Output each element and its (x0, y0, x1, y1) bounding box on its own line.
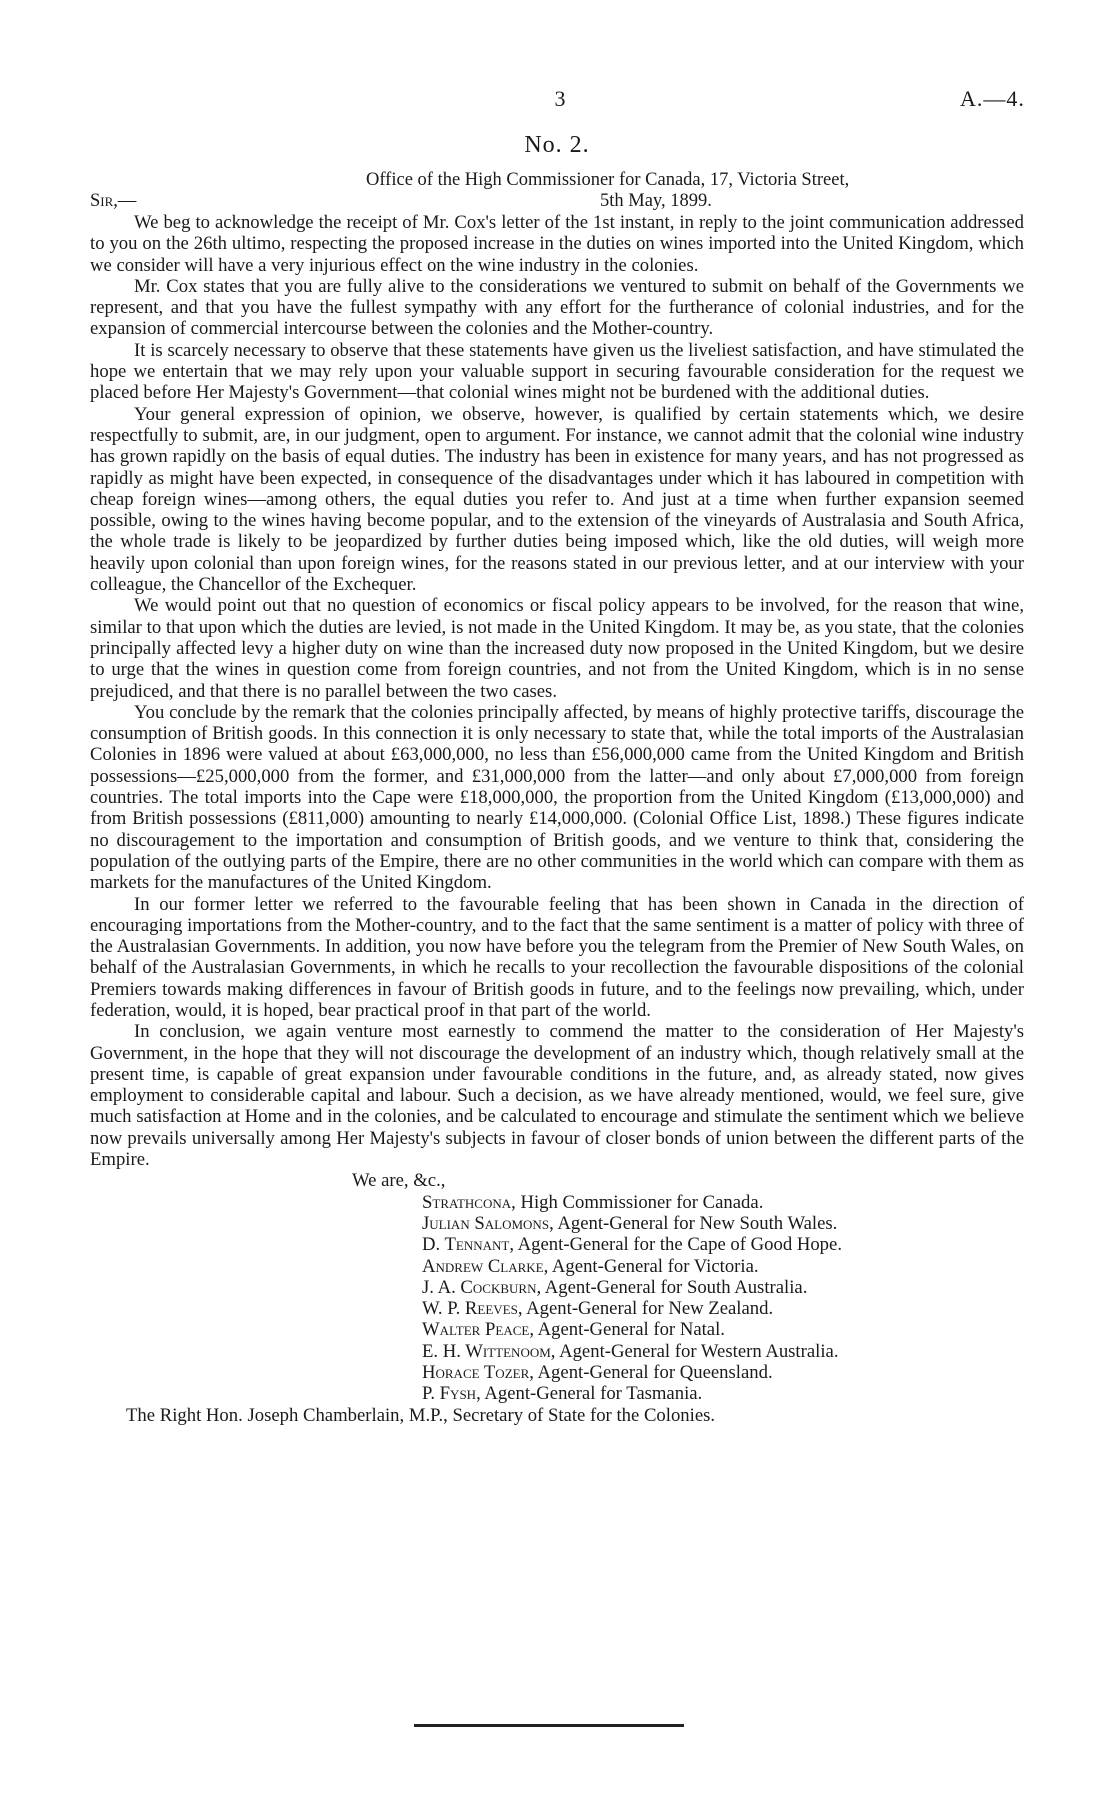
addressee: The Right Hon. Joseph Chamberlain, M.P., Secretary of State for the Colonies. (126, 1404, 716, 1426)
signatory-title: , Agent-General for Tasmania. (476, 1383, 703, 1405)
letter-body (90, 212, 1024, 1426)
letter-date: 5th May, 1899. (600, 191, 712, 211)
signatory-title: , Agent-General for South Australia. (536, 1276, 808, 1298)
signatory-title: , Agent-General for Queensland. (529, 1362, 773, 1384)
signatory (422, 1298, 1024, 1319)
paragraph: Your general expression of opinion, we observe, however, is qualified by certain statements which, we desire respectfully to submit, are, in our judgment, open to argument. For instance, we cannot admit that the colonial wine industry has grown rapidly on the basis of equal duties. The industry has been in existence for many years, and has not progressed as rapidly as might have been expected, in consequence of the disadvantages under which it has laboured in competition with cheap foreign wines—among others, the equal duties you refer to. And just at a time when further expansion seemed possible, owing to the wines having become popular, and to the extension of the vineyards of Australasia and South Africa, the whole trade is likely to be jeopardized by further duties being imposed which, like the old duties, will weigh more heavily upon colonial than upon foreign wines, for the reasons stated in our previous letter, and at our interview with your colleague, the Chancellor of the Exchequer. (90, 403, 1024, 596)
paragraph: Mr. Cox states that you are fully alive to the considerations we ventured to submit on behalf of the Governments we represent, and that you have the fullest sympathy with any effort for the furtherance of colonial industries, and for the expansion of commercial intercourse between the colonies and the Mother-country. (90, 275, 1024, 340)
signatory-name: W. P. Reeves (422, 1298, 518, 1320)
signatory (422, 1319, 1024, 1340)
signatory-title: , Agent-General for Victoria. (543, 1255, 759, 1277)
signatory-title: , Agent-General for Western Australia. (550, 1340, 839, 1362)
signatory (422, 1234, 1024, 1255)
signatory-name: J. A. Cockburn (422, 1276, 537, 1298)
sender-address: Office of the High Commissioner for Canada, 17, Victoria Street, (366, 170, 850, 190)
signatory-name: Horace Tozer (422, 1362, 530, 1384)
paragraph: We would point out that no question of economics or fiscal policy appears to be involved, for the reason that wine, similar to that upon which the duties are levied, is not made in the United Kingdom. It may be, as you state, that the colonies principally affected levy a higher duty on wine than the increased duty now proposed in the United Kingdom, but we desire to urge that the wines in question come from foreign countries, and not from the United Kingdom, which is in no sense prejudiced, and that there is no parallel between the two cases. (90, 595, 1024, 702)
signatory (422, 1341, 1024, 1362)
signatory (422, 1256, 1024, 1277)
signatory-name: Andrew Clarke (422, 1255, 544, 1277)
paragraph: In conclusion, we again venture most earnestly to commend the matter to the consideration of Her Majesty's Government, in the hope that they will not discourage the development of an industry which, though relatively small at the present time, is capable of great expansion under favourable conditions in the future, and, as already stated, now gives employment to considerable capital and labour. Such a decision, as we have already mentioned, would, we feel sure, give much satisfaction at Home and in the colonies, and be calculated to encourage and stimulate the sentiment which we believe now prevails universally among Her Majesty's subjects in favour of closer bonds of union between the different parts of the Empire. (90, 1021, 1024, 1171)
signatory (422, 1383, 1024, 1404)
signatory-title: , Agent-General for the Cape of Good Hope. (509, 1234, 842, 1256)
signatory-title: , Agent-General for New South Wales. (549, 1212, 838, 1234)
signatory-name: D. Tennant (422, 1234, 510, 1256)
document-reference: A.—4. (960, 86, 1025, 111)
paragraph: It is scarcely necessary to observe that these statements have given us the liveliest satisfaction, and have stimulated the hope we entertain that we may rely upon your valuable support in securing favourable consideration for the request we placed before Her Majesty's Government—that colonial wines might not be burdened with the additional duties. (90, 339, 1024, 404)
signatory-title: , Agent-General for New Zealand. (517, 1298, 774, 1320)
closing: We are, &c., (352, 1170, 446, 1192)
signatory (422, 1213, 1024, 1234)
paragraph: You conclude by the remark that the colonies principally affected, by means of highly protective tariffs, discourage the consumption of British goods. In this connection it is only necessary to state that, while the total imports of the Australasian Colonies in 1896 were valued at about £63,000,000, no less than £56,000,000 came from the United Kingdom and British possessions—£25,000,000 from the former, and £31,000,000 from the latter—and only about £7,000,000 from foreign countries. The total imports into the Cape were £18,000,000, the proportion from the United Kingdom (£13,000,000) and from British possessions (£811,000) amounting to nearly £14,000,000. (Colonial Office List, 1898.) These figures indicate no discouragement to the importation and consumption of British goods, and we venture to think that, considering the population of the outlying parts of the Empire, there are no other communities in the world which can compare with them as markets for the manufactures of the United Kingdom. (90, 701, 1024, 894)
signatory-title: , Agent-General for Natal. (529, 1319, 725, 1341)
document-number: No. 2. (524, 132, 590, 158)
end-rule (414, 1724, 684, 1727)
salutation: Sir,— (90, 191, 137, 211)
signatory (422, 1362, 1024, 1383)
signatory-name: E. H. Wittenoom (422, 1340, 551, 1362)
signatory-name: P. Fysh (422, 1383, 477, 1405)
paragraph: We beg to acknowledge the receipt of Mr. Cox's letter of the 1st instant, in reply to the joint communication addressed to you on the 26th ultimo, respecting the proposed increase in the duties on wines imported into the United Kingdom, which we consider will have a very injurious effect on the wine industry in the colonies. (90, 212, 1024, 276)
paragraph: In our former letter we referred to the favourable feeling that has been shown in Canada in the direction of encouraging importations from the Mother-country, and to the fact that the same sentiment is a matter of policy with three of the Australasian Governments. In addition, you now have before you the telegram from the Premier of New South Wales, on behalf of the Australasian Governments, in which he recalls to your recollection the favourable dispositions of the colonial Premiers towards making differences in favour of British goods in future, and to the feelings now prevailing, which, under federation, would, it is hoped, bear practical proof in that part of the world. (90, 893, 1024, 1021)
page-number: 3 (554, 86, 566, 111)
signatory-name: Strathcona (422, 1191, 512, 1213)
signatory-title: , High Commissioner for Canada. (511, 1191, 764, 1213)
signatory (422, 1277, 1024, 1298)
signatory-name: Julian Salomons (422, 1212, 550, 1234)
signatory (422, 1192, 1024, 1213)
signatory-name: Walter Peace (422, 1319, 530, 1341)
signatory-list (90, 1192, 1024, 1405)
